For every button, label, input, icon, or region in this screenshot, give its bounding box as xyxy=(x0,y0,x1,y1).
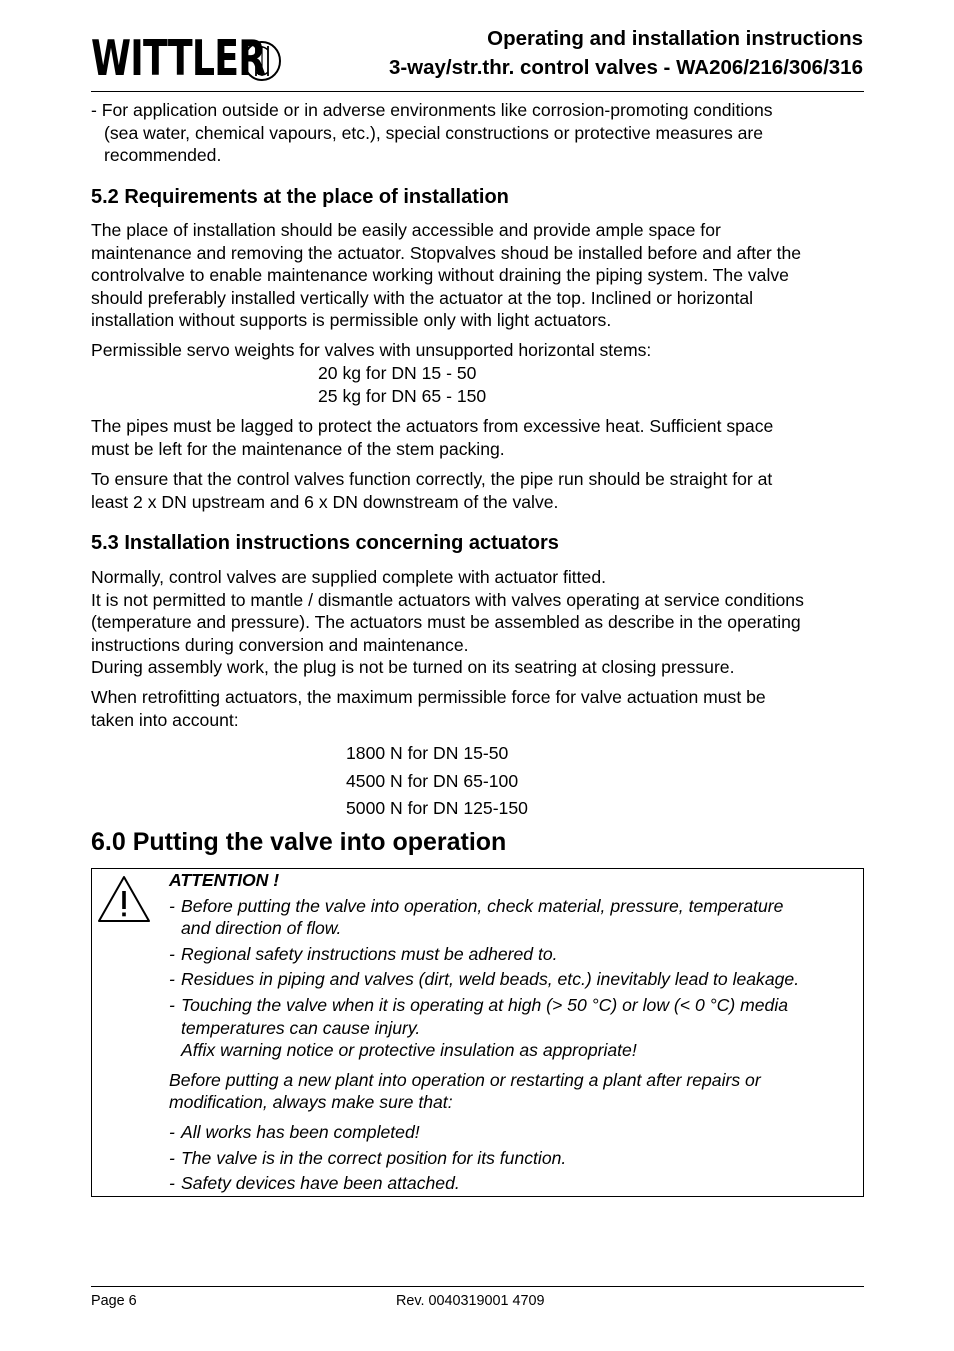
bullet-line: Residues in piping and valves (dirt, weld beads, etc.) inevitably lead to leakage. xyxy=(181,969,800,990)
intro-bullet-dash: - xyxy=(91,100,97,120)
servo-weight-item: 25 kg for DN 65 - 150 xyxy=(318,385,487,406)
logo-wordmark: WITTLER xyxy=(91,30,266,87)
para-line: instructions during conversion and maintenance. xyxy=(91,634,469,655)
bullet-dash: - xyxy=(169,1121,175,1142)
bullet-line: Regional safety instructions must be adhered to. xyxy=(181,943,558,964)
para-line: Normally, control valves are supplied complete with actuator fitted. xyxy=(91,567,607,587)
footer-divider xyxy=(91,1286,864,1287)
closing-line: Before putting a new plant into operation or restarting a plant after repairs or xyxy=(169,1069,761,1090)
attention-bullet xyxy=(169,994,859,1062)
logo-emblem-icon xyxy=(241,40,283,82)
header-divider xyxy=(91,91,864,92)
para-line: taken into account: xyxy=(91,709,239,730)
servo-weight-item: 20 kg for DN 15 - 50 xyxy=(318,363,477,383)
warning-triangle-icon xyxy=(96,874,152,924)
checklist-item xyxy=(169,1172,859,1195)
bullet-dash: - xyxy=(169,994,175,1015)
section-5-3-para2 xyxy=(91,686,871,731)
section-5-2-heading: 5.2 Requirements at the place of installation xyxy=(91,186,509,208)
section-6-0-heading: 6.0 Putting the valve into operation xyxy=(91,828,507,856)
closing-line: modification, always make sure that: xyxy=(169,1092,453,1113)
para-line: least 2 x DN upstream and 6 x DN downstream of the valve. xyxy=(91,491,559,512)
section-5-2-para4 xyxy=(91,468,871,513)
intro-bullet-line2: (sea water, chemical vapours, etc.), special constructions or protective measures are xyxy=(104,122,764,143)
bullet-dash: - xyxy=(169,969,175,990)
intro-bullet-line3: recommended. xyxy=(104,145,222,166)
para-line: (temperature and pressure). The actuators must be assembled as describe in the operating xyxy=(91,612,801,633)
force-item: 5000 N for DN 125-150 xyxy=(346,798,528,819)
para-line: It is not permitted to mantle / dismantle actuators with valves operating at service conditions xyxy=(91,589,804,610)
checklist-text: Safety devices have been attached. xyxy=(181,1173,460,1194)
attention-bullet xyxy=(169,968,859,991)
section-5-2-para3 xyxy=(91,415,871,460)
attention-box xyxy=(91,868,864,1197)
para-line: should preferably installed vertically with the actuator at the top. Inclined or horizontal xyxy=(91,287,754,308)
para-line: installation without supports is permissible only with light actuators. xyxy=(91,310,612,331)
section-5-3-heading: 5.3 Installation instructions concerning actuators xyxy=(91,532,559,554)
para-line: The place of installation should be easily accessible and provide ample space for xyxy=(91,220,721,240)
bullet-line: Touching the valve when it is operating at high (> 50 °C) or low (< 0 °C) media xyxy=(181,994,789,1015)
section-5-3-para1 xyxy=(91,566,871,679)
checklist-text: All works has been completed! xyxy=(181,1121,420,1142)
attention-bullet xyxy=(169,943,859,966)
para-line: must be left for the maintenance of the stem packing. xyxy=(91,438,505,459)
bullet-dash: - xyxy=(169,895,175,916)
para-line: To ensure that the control valves function correctly, the pipe run should be straight for at xyxy=(91,469,773,489)
bullet-dash: - xyxy=(169,1147,175,1168)
bullet-dash: - xyxy=(169,1173,175,1194)
para-line: When retrofitting actuators, the maximum permissible force for valve actuation must be xyxy=(91,687,766,707)
attention-bullet xyxy=(169,895,859,940)
para-line: The pipes must be lagged to protect the actuators from excessive heat. Sufficient space xyxy=(91,416,774,436)
force-item: 1800 N for DN 15-50 xyxy=(346,743,509,763)
bullet-line: and direction of flow. xyxy=(181,918,342,939)
intro-bullet xyxy=(91,99,871,167)
attention-content xyxy=(169,869,859,1195)
force-list xyxy=(346,740,528,823)
para-line: controlvalve to enable maintenance working without draining the piping system. The valve xyxy=(91,265,789,286)
attention-title: ATTENTION ! xyxy=(169,870,280,890)
checklist-item xyxy=(169,1121,859,1144)
bullet-line: Affix warning notice or protective insulation as appropriate! xyxy=(181,1040,637,1061)
servo-weight-list xyxy=(318,362,486,407)
intro-bullet-line1: For application outside or in adverse environments like corrosion-promoting conditions xyxy=(101,100,773,120)
header-title: Operating and installation instructions xyxy=(487,27,863,50)
section-5-2-para1 xyxy=(91,219,871,332)
checklist-text: The valve is in the correct position for its function. xyxy=(181,1147,567,1168)
bullet-line: temperatures can cause injury. xyxy=(181,1017,421,1038)
revision-number: Rev. 0040319001 4709 xyxy=(396,1293,545,1309)
bullet-dash: - xyxy=(169,943,175,964)
bullet-line: Before putting the valve into operation, check material, pressure, temperature xyxy=(181,895,784,916)
checklist-item xyxy=(169,1147,859,1170)
header-subtitle: 3-way/str.thr. control valves - WA206/216/306/316 xyxy=(388,56,863,79)
attention-closing xyxy=(169,1069,859,1114)
page-number: Page 6 xyxy=(91,1293,137,1309)
para-line: During assembly work, the plug is not be turned on its seatring at closing pressure. xyxy=(91,657,735,678)
section-5-2-para2: Permissible servo weights for valves with unsupported horizontal stems: xyxy=(91,340,652,360)
para-line: maintenance and removing the actuator. Stopvalves shoud be installed before and after the xyxy=(91,242,802,263)
force-item: 4500 N for DN 65-100 xyxy=(346,770,519,791)
